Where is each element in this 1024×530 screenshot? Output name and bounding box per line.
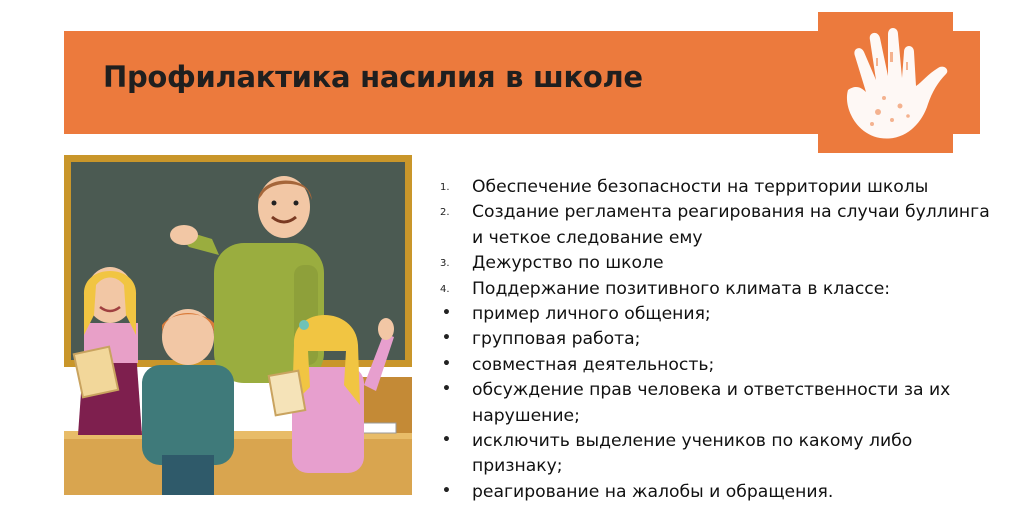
list-item-text: Обеспечение безопасности на территории школы <box>472 177 929 197</box>
list-item <box>440 378 1000 429</box>
bullet-marker: • <box>442 381 451 398</box>
list-number: 1. <box>440 182 450 193</box>
list-item <box>440 302 1000 327</box>
list-item-text: обсуждение прав человека и ответственности за их нарушение; <box>472 380 951 426</box>
measures-list <box>440 175 1000 505</box>
slide-title: Профилактика насилия в школе <box>103 60 643 94</box>
bullet-marker: • <box>442 482 451 499</box>
list-item-text: реагирование на жалобы и обращения. <box>472 481 834 502</box>
classroom-illustration <box>64 155 412 495</box>
list-item <box>440 175 1000 200</box>
list-item-text: совместная деятельность; <box>472 354 715 375</box>
list-number: 2. <box>440 207 450 219</box>
list-number: 3. <box>440 258 450 270</box>
list-item-text: Создание регламента реагирования на случаи буллинга и четкое следование ему <box>472 202 990 248</box>
bullet-marker: • <box>442 432 451 449</box>
list-item-text: пример личного общения; <box>472 304 711 325</box>
bullet-marker: • <box>442 305 451 322</box>
list-item-text: групповая работа; <box>472 329 641 350</box>
list-number: 4. <box>440 283 450 295</box>
girl-left <box>74 267 142 435</box>
bullet-marker: • <box>442 355 451 372</box>
list-item-text: Дежурство по школе <box>472 253 664 274</box>
list-item <box>440 251 1000 276</box>
list-item <box>440 353 1000 378</box>
list-item-text: исключить выделение учеников по какому либо признаку; <box>472 431 913 477</box>
list-item <box>440 480 1000 505</box>
hand-logo-box <box>818 12 953 153</box>
list-item <box>440 327 1000 352</box>
bullet-marker: • <box>442 330 451 347</box>
list-item <box>440 200 1000 251</box>
list-item-text: Поддержание позитивного климата в классе: <box>472 278 891 299</box>
list-item <box>440 277 1000 302</box>
hand-stop-icon <box>818 12 953 153</box>
list-item <box>440 429 1000 480</box>
